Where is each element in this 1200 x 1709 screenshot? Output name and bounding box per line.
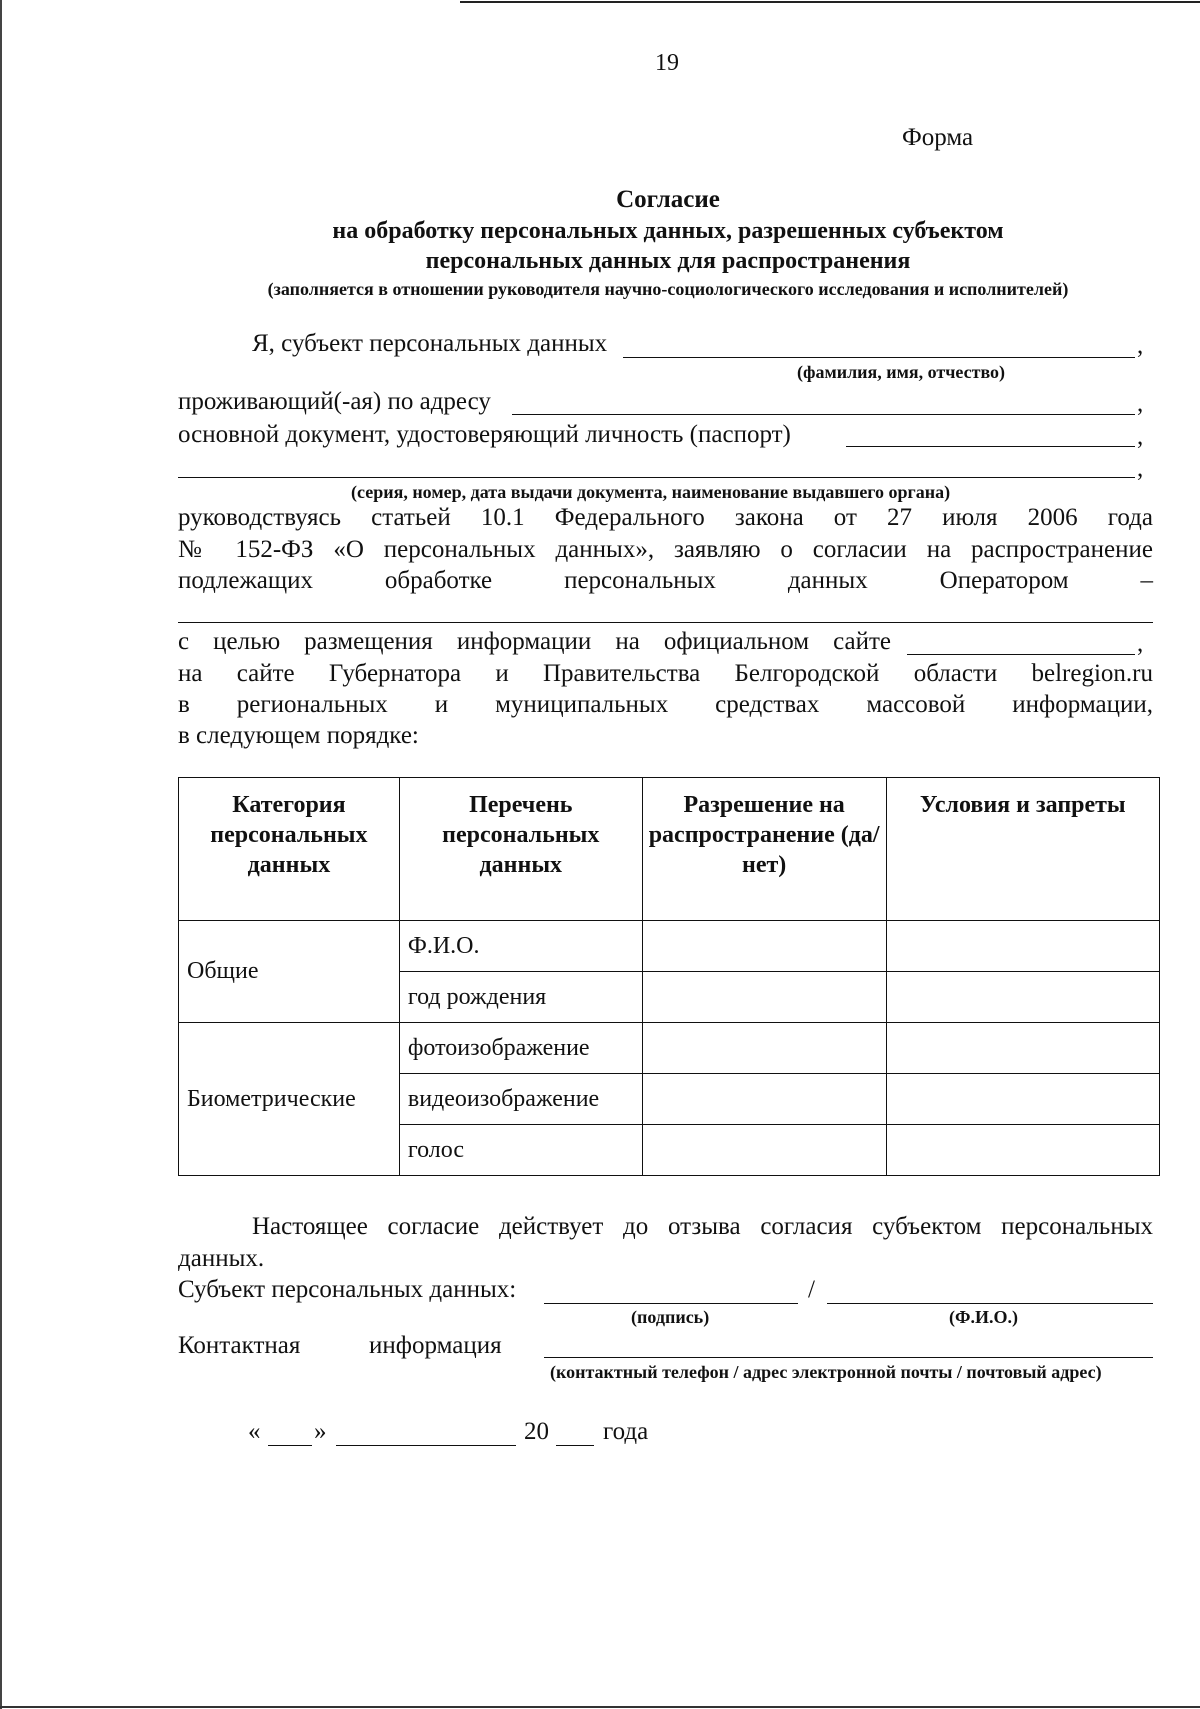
item-photo: фотоизображение bbox=[399, 1023, 642, 1074]
signature-fio-hint: (Ф.И.О.) bbox=[949, 1307, 1018, 1327]
address-field[interactable] bbox=[512, 414, 1135, 415]
date-year-suffix: года bbox=[603, 1418, 649, 1445]
signature-subject-label: Субъект персональных данных: bbox=[178, 1276, 517, 1303]
subject-label: Я, субъект персональных данных bbox=[252, 330, 608, 357]
scan-edge-bottom bbox=[0, 1706, 1200, 1708]
comma: , bbox=[1137, 390, 1144, 417]
title-line-2: на обработку персональных данных, разрешенных субъектом bbox=[332, 218, 1004, 244]
header-conditions: Условия и запреты bbox=[886, 778, 1159, 921]
paragraph-1-line-1: руководствуясь статьей 10.1 Федерального закона от 27 июля 2006 года bbox=[178, 504, 1153, 531]
item-voice: голос bbox=[399, 1125, 642, 1176]
header-category: Категория персональных данных bbox=[179, 778, 400, 921]
passport-details-field[interactable] bbox=[178, 477, 1135, 478]
paragraph-1-line-3: подлежащих обработке персональных данных Оператором – bbox=[178, 567, 1153, 594]
validity-line-2: данных. bbox=[178, 1245, 265, 1272]
signature-field[interactable] bbox=[544, 1303, 798, 1304]
contact-word-1: Контактная bbox=[178, 1332, 301, 1359]
header-list: Перечень персональных данных bbox=[399, 778, 642, 921]
paragraph-2-line-1: с целью размещения информации на официальном сайте bbox=[178, 628, 891, 655]
permission-cell[interactable] bbox=[642, 1023, 886, 1074]
passport-field[interactable] bbox=[846, 446, 1135, 447]
contact-hint: (контактный телефон / адрес электронной почты / почтовый адрес) bbox=[550, 1362, 1102, 1382]
permission-cell[interactable] bbox=[642, 921, 886, 972]
date-day-field[interactable] bbox=[268, 1445, 312, 1446]
date-year-field[interactable] bbox=[556, 1445, 594, 1446]
operator-field[interactable] bbox=[178, 622, 1153, 623]
permission-cell[interactable] bbox=[642, 972, 886, 1023]
header-permission: Разрешение на распространение (да/нет) bbox=[642, 778, 886, 921]
conditions-cell[interactable] bbox=[886, 921, 1159, 972]
item-video: видеоизображение bbox=[399, 1074, 642, 1125]
address-label: проживающий(-ая) по адресу bbox=[178, 388, 491, 415]
slash: / bbox=[808, 1276, 815, 1303]
conditions-cell[interactable] bbox=[886, 1125, 1159, 1176]
consent-table bbox=[178, 777, 1160, 1176]
permission-cell[interactable] bbox=[642, 1074, 886, 1125]
page-number: 19 bbox=[655, 50, 679, 76]
table-header-row bbox=[179, 778, 1160, 921]
date-month-field[interactable] bbox=[336, 1445, 516, 1446]
title-note: (заполняется в отношении руководителя научно-социологического исследования и исполнителей) bbox=[267, 279, 1069, 299]
comma: , bbox=[1137, 630, 1144, 657]
item-birth-year: год рождения bbox=[399, 972, 642, 1023]
document-hint: (серия, номер, дата выдачи документа, наименование выдавшего органа) bbox=[351, 482, 951, 502]
table-row bbox=[179, 921, 1160, 972]
form-label: Форма bbox=[902, 124, 974, 151]
title-line-1: Согласие bbox=[616, 186, 720, 213]
category-biometric: Биометрические bbox=[179, 1023, 400, 1176]
paragraph-2-line-2: на сайте Губернатора и Правительства Белгородской области belregion.ru bbox=[178, 660, 1153, 687]
comma: , bbox=[1137, 423, 1144, 450]
conditions-cell[interactable] bbox=[886, 972, 1159, 1023]
signature-fio-field[interactable] bbox=[827, 1303, 1153, 1304]
date-quote-close: » bbox=[314, 1418, 327, 1445]
contact-field[interactable] bbox=[544, 1357, 1153, 1358]
comma: , bbox=[1137, 332, 1144, 359]
category-general: Общие bbox=[179, 921, 400, 1023]
paragraph-1-line-2: № 152-ФЗ «О персональных данных», заявляю о согласии на распространение bbox=[178, 536, 1153, 563]
comma: , bbox=[1137, 455, 1144, 482]
table-row bbox=[179, 1023, 1160, 1074]
paragraph-2-line-4: в следующем порядке: bbox=[178, 722, 419, 749]
official-site-field[interactable] bbox=[907, 654, 1135, 655]
scan-edge-top bbox=[460, 1, 1200, 3]
document-label: основной документ, удостоверяющий личность (паспорт) bbox=[178, 421, 791, 448]
validity-line-1: Настоящее согласие действует до отзыва согласия субъектом персональных bbox=[252, 1213, 1153, 1240]
subject-hint: (фамилия, имя, отчество) bbox=[797, 362, 1006, 382]
conditions-cell[interactable] bbox=[886, 1023, 1159, 1074]
date-quote-open: « bbox=[248, 1418, 261, 1445]
contact-word-2: информация bbox=[369, 1332, 502, 1359]
conditions-cell[interactable] bbox=[886, 1074, 1159, 1125]
permission-cell[interactable] bbox=[642, 1125, 886, 1176]
title-line-3: персональных данных для распространения bbox=[425, 248, 911, 274]
paragraph-2-line-3: в региональных и муниципальных средствах массовой информации, bbox=[178, 691, 1153, 718]
date-year-prefix: 20 bbox=[524, 1418, 549, 1445]
signature-hint: (подпись) bbox=[631, 1307, 710, 1327]
subject-fio-field[interactable] bbox=[623, 357, 1135, 358]
item-fio: Ф.И.О. bbox=[399, 921, 642, 972]
